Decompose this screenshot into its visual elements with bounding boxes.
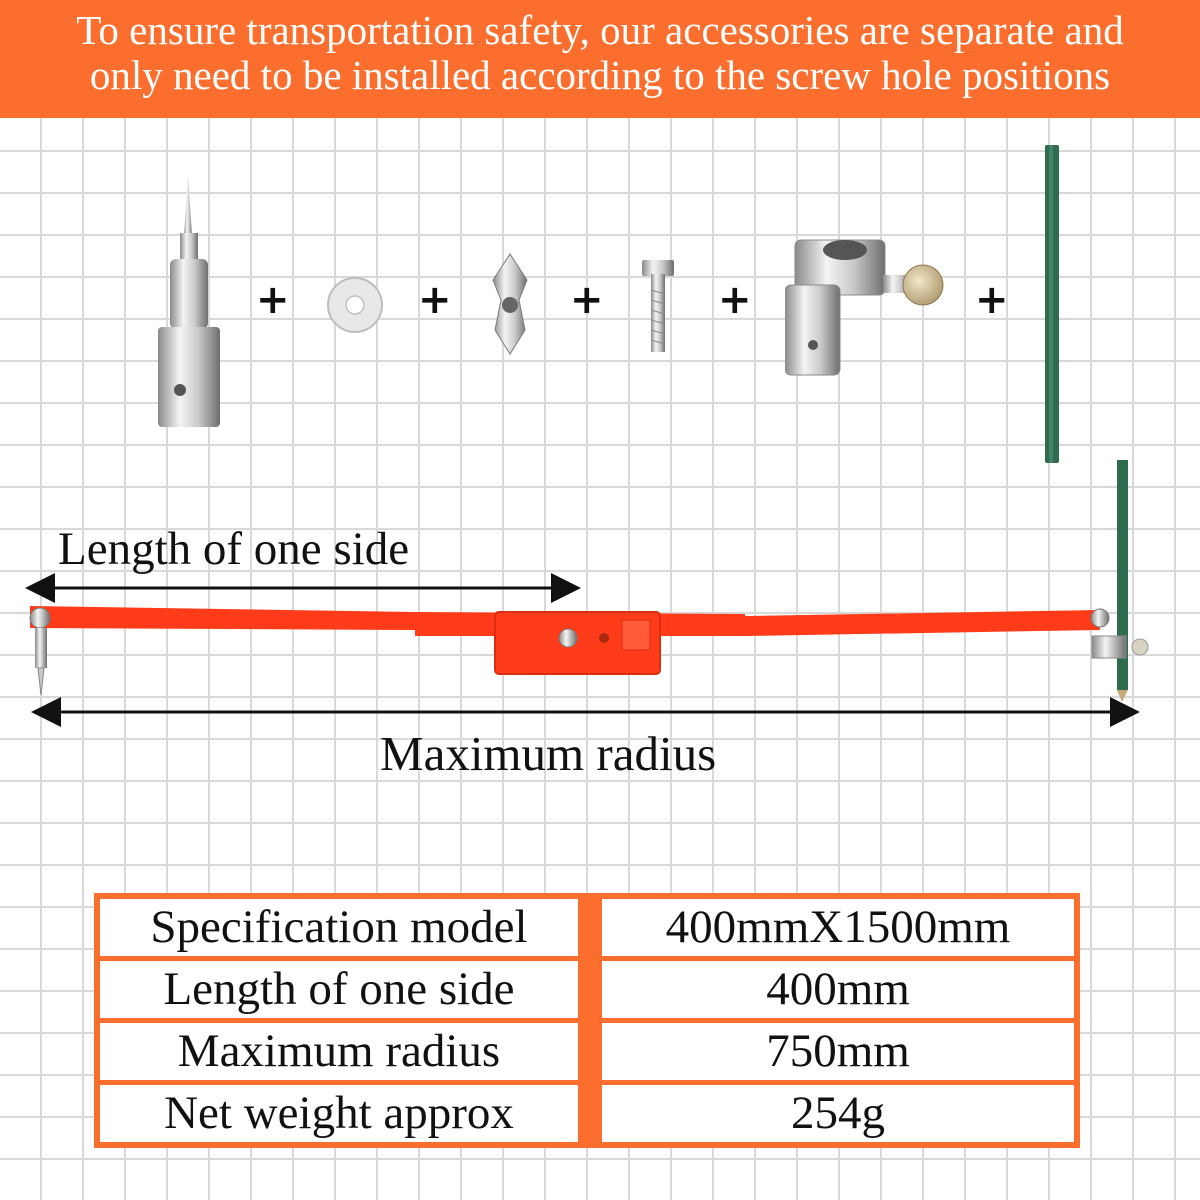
spec-label: Maximum radius: [100, 1018, 602, 1080]
compass-arm: [30, 606, 415, 630]
side-length-label: Length of one side: [58, 523, 410, 575]
spec-label: Specification model: [100, 899, 602, 956]
spec-label: Length of one side: [100, 956, 602, 1018]
table-row: [100, 1018, 1074, 1080]
banner-line-2: only need to be installed according to the screw hole positions: [89, 52, 1111, 98]
compass-diagram: [0, 440, 1200, 740]
table-row: [100, 1080, 1074, 1142]
washer-image: [325, 275, 385, 335]
accessories-row: [0, 130, 1200, 470]
plus-sign: +: [256, 277, 290, 323]
bolt-image: [640, 260, 676, 355]
table-row: [100, 899, 1074, 956]
spec-value: 750mm: [602, 1018, 1074, 1080]
pencil-clamp-image: [785, 230, 945, 380]
wing-nut-icon: [559, 629, 577, 647]
pencil-image: [1043, 145, 1061, 465]
spec-value: 400mmX1500mm: [602, 899, 1074, 956]
table-row: [100, 956, 1074, 1018]
plus-sign: +: [418, 277, 452, 323]
plus-sign: +: [718, 277, 752, 323]
plus-sign: +: [975, 277, 1009, 323]
top-banner: [0, 0, 1200, 118]
wing-nut-image: [485, 250, 535, 360]
spec-value: 400mm: [602, 956, 1074, 1018]
spec-label: Net weight approx: [100, 1080, 602, 1142]
left-pivot-icon: [30, 608, 50, 628]
spec-value: 254g: [602, 1080, 1074, 1142]
right-pivot-icon: [1091, 609, 1109, 627]
needle-tip-image: [150, 175, 230, 435]
plus-sign: +: [570, 277, 604, 323]
banner-line-1: To ensure transportation safety, our accessories are separate and: [76, 7, 1124, 53]
spec-table: [94, 893, 1080, 1148]
maximum-radius-label: Maximum radius: [380, 726, 717, 781]
